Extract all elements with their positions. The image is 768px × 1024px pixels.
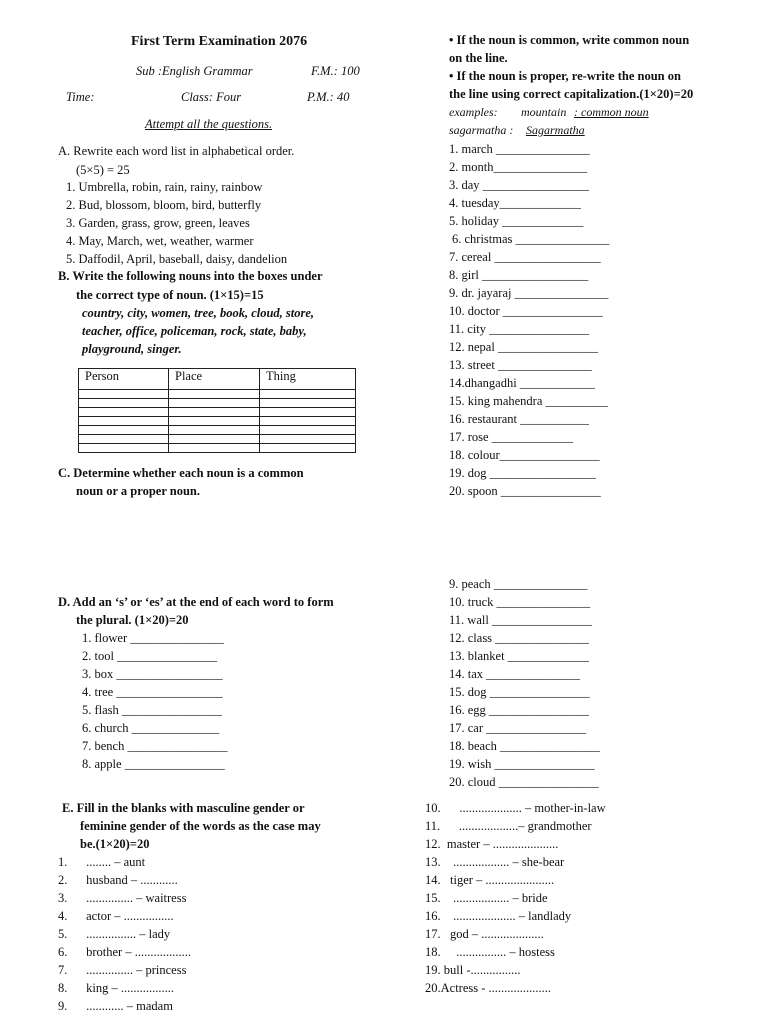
list-item[interactable]: 13. street _______________ (449, 358, 592, 372)
list-item[interactable]: 10. truck _______________ (449, 595, 591, 609)
list-item[interactable]: 12. nepal ________________ (449, 340, 598, 354)
col-place: Place (169, 369, 260, 390)
list-item[interactable]: 19. dog _________________ (449, 466, 596, 480)
list-item[interactable]: 11. ...................– grandmother (425, 819, 592, 833)
list-item[interactable]: 6. christmas _______________ (452, 232, 610, 246)
table-cell[interactable] (79, 408, 169, 417)
list-item[interactable]: 6. brother – .................. (58, 945, 191, 959)
table-cell[interactable] (79, 426, 169, 435)
noun-words: playground, singer. (82, 342, 182, 356)
list-item[interactable]: 2. tool ________________ (82, 649, 218, 663)
table-cell[interactable] (260, 408, 356, 417)
list-item[interactable]: 6. church ______________ (82, 721, 220, 735)
table-cell[interactable] (169, 399, 260, 408)
section-c-question-cont: noun or a proper noun. (76, 484, 201, 498)
section-d-question-cont: the plural. (1×20)=20 (76, 613, 189, 627)
list-item: 4. May, March, wet, weather, warmer (66, 234, 254, 248)
list-item[interactable]: 3. ............... – waitress (58, 891, 187, 905)
list-item[interactable]: 14.dhangadhi ____________ (449, 376, 595, 390)
col-thing: Thing (260, 369, 356, 390)
list-item[interactable]: 8. king – ................. (58, 981, 174, 995)
section-b-question-cont: the correct type of noun. (1×15)=15 (76, 288, 264, 302)
list-item[interactable]: 11. city ________________ (449, 322, 590, 336)
section-c-question: C. Determine whether each noun is a common (58, 466, 304, 480)
list-item[interactable]: 1. flower _______________ (82, 631, 224, 645)
list-item[interactable]: 18. colour________________ (449, 448, 600, 462)
list-item: 2. Bud, blossom, bloom, bird, butterfly (66, 198, 262, 212)
list-item[interactable]: 1. march _______________ (449, 142, 590, 156)
table-cell[interactable] (169, 444, 260, 453)
class-label: Class: Four (181, 90, 242, 104)
list-item[interactable]: 8. girl _________________ (449, 268, 589, 282)
list-item[interactable]: 3. day _________________ (449, 178, 589, 192)
table-cell[interactable] (260, 417, 356, 426)
list-item[interactable]: 9. peach _______________ (449, 577, 588, 591)
list-item: 5. Daffodil, April, baseball, daisy, dandelion (66, 252, 288, 266)
list-item[interactable]: 15. dog ________________ (449, 685, 590, 699)
list-item[interactable]: 15. .................. – bride (425, 891, 548, 905)
list-item[interactable]: 13. blanket _____________ (449, 649, 589, 663)
section-b-question: B. Write the following nouns into the boxes under (58, 269, 323, 283)
table-cell[interactable] (79, 399, 169, 408)
list-item[interactable]: 14. tiger – ...................... (425, 873, 555, 887)
example-label: examples: (449, 105, 498, 119)
time-label: Time: (66, 90, 95, 104)
subject: Sub :English Grammar (136, 64, 253, 78)
table-cell[interactable] (79, 444, 169, 453)
table-cell[interactable] (169, 408, 260, 417)
list-item[interactable]: 16. restaurant ___________ (449, 412, 589, 426)
list-item[interactable]: 20.Actress - .................... (425, 981, 552, 995)
section-d-question: D. Add an ‘s’ or ‘es’ at the end of each word to form (58, 595, 334, 609)
list-item[interactable]: 5. holiday _____________ (449, 214, 584, 228)
section-a-question: A. Rewrite each word list in alphabetical order. (58, 144, 295, 158)
example-answer: : common noun (574, 105, 649, 119)
list-item[interactable]: 2. month_______________ (449, 160, 588, 174)
list-item[interactable]: 11. wall ________________ (449, 613, 592, 627)
list-item[interactable]: 16. egg ________________ (449, 703, 589, 717)
list-item[interactable]: 12. master – ..................... (425, 837, 559, 851)
table-cell[interactable] (169, 390, 260, 399)
table-cell[interactable] (260, 426, 356, 435)
list-item[interactable]: 14. tax _______________ (449, 667, 580, 681)
example-word-2: sagarmatha : (449, 123, 514, 137)
list-item[interactable]: 3. box _________________ (82, 667, 223, 681)
rule-proper: • If the noun is proper, re-write the noun on (449, 69, 681, 83)
list-item[interactable]: 4. tree _________________ (82, 685, 223, 699)
rule-common-cont: on the line. (449, 51, 508, 65)
list-item[interactable]: 18. beach ________________ (449, 739, 601, 753)
example-word: mountain (521, 105, 567, 119)
list-item[interactable]: 10. .................... – mother-in-law (425, 801, 606, 815)
list-item[interactable]: 7. cereal _________________ (449, 250, 601, 264)
list-item[interactable]: 2. husband – ............ (58, 873, 178, 887)
instruction: Attempt all the questions. (145, 117, 273, 131)
list-item: 3. Garden, grass, grow, green, leaves (66, 216, 250, 230)
list-item: 1. Umbrella, robin, rain, rainy, rainbow (66, 180, 263, 194)
table-cell[interactable] (79, 435, 169, 444)
table-cell[interactable] (260, 444, 356, 453)
section-e-question-cont: feminine gender of the words as the case may (80, 819, 321, 833)
table-cell[interactable] (260, 390, 356, 399)
list-item[interactable]: 16. .................... – landlady (425, 909, 572, 923)
list-item[interactable]: 8. apple ________________ (82, 757, 225, 771)
list-item[interactable]: 1. ........ – aunt (58, 855, 146, 869)
list-item[interactable]: 7. bench ________________ (82, 739, 228, 753)
list-item[interactable]: 12. class _______________ (449, 631, 589, 645)
list-item[interactable]: 18. ................ – hostess (425, 945, 555, 959)
list-item[interactable]: 17. car ________________ (449, 721, 587, 735)
table-cell[interactable] (169, 435, 260, 444)
list-item[interactable]: 4. tuesday_____________ (449, 196, 581, 210)
list-item[interactable]: 20. spoon ________________ (449, 484, 601, 498)
full-marks: F.M.: 100 (311, 64, 360, 78)
table-cell[interactable] (260, 399, 356, 408)
exam-title: First Term Examination 2076 (131, 34, 308, 49)
noun-words: country, city, women, tree, book, cloud, store, (82, 306, 315, 320)
rule-common: • If the noun is common, write common noun (449, 33, 690, 47)
list-item[interactable]: 9. dr. jayaraj _______________ (449, 286, 609, 300)
rule-proper-cont: the line using correct capitalization.(1×20)=20 (449, 87, 694, 101)
list-item[interactable]: 5. flash ________________ (82, 703, 222, 717)
section-e-question: E. Fill in the blanks with masculine gender or (62, 801, 305, 815)
list-item[interactable]: 20. cloud ________________ (449, 775, 599, 789)
table-cell[interactable] (169, 417, 260, 426)
pass-marks: P.M.: 40 (307, 90, 350, 104)
list-item[interactable]: 13. .................. – she-bear (425, 855, 565, 869)
list-item[interactable]: 17. god – .................... (425, 927, 544, 941)
list-item[interactable]: 19. wish ________________ (449, 757, 595, 771)
list-item[interactable]: 10. doctor ________________ (449, 304, 603, 318)
table-cell[interactable] (79, 390, 169, 399)
table-cell[interactable] (169, 426, 260, 435)
list-item[interactable]: 15. king mahendra __________ (449, 394, 609, 408)
list-item[interactable]: 17. rose _____________ (449, 430, 573, 444)
list-item[interactable]: 9. ............ – madam (58, 999, 173, 1013)
section-a-marks: (5×5) = 25 (76, 163, 130, 177)
list-item[interactable]: 4. actor – ................ (58, 909, 174, 923)
noun-type-table (78, 368, 356, 453)
col-person: Person (79, 369, 169, 390)
section-e-question-cont2: be.(1×20)=20 (80, 837, 150, 851)
noun-words: teacher, office, policeman, rock, state, baby, (82, 324, 307, 338)
list-item[interactable]: 5. ................ – lady (58, 927, 171, 941)
list-item[interactable]: 19. bull -................ (425, 963, 521, 977)
example-answer-2: Sagarmatha (526, 123, 585, 137)
table-cell[interactable] (260, 435, 356, 444)
list-item[interactable]: 7. ............... – princess (58, 963, 187, 977)
table-cell[interactable] (79, 417, 169, 426)
